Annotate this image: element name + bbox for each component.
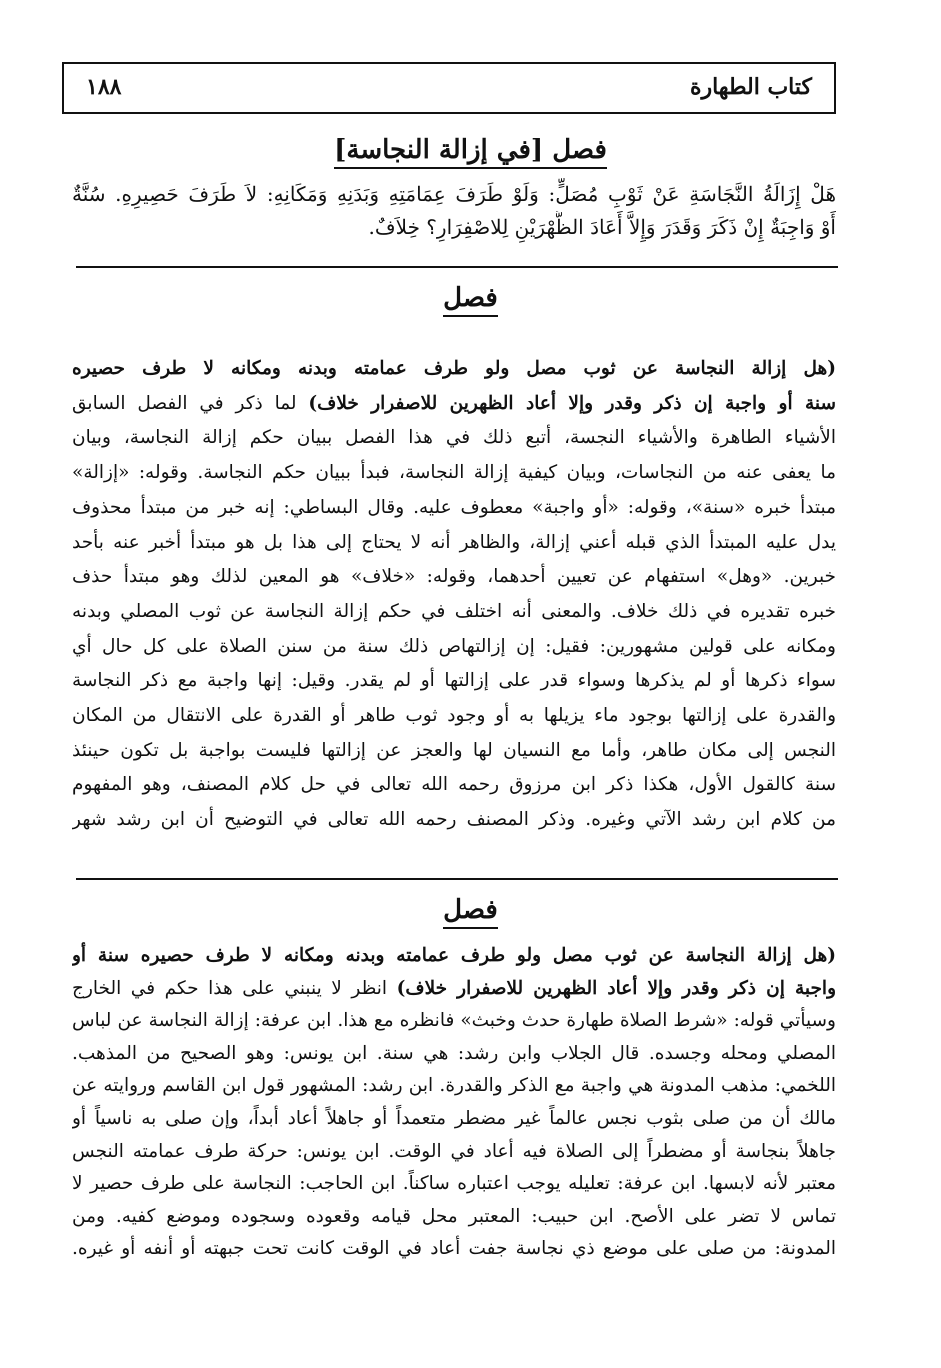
section1-line: من كلام ابن رشد الآتي وغيره. وذكر المصنف رحمه الله تعالى في التوضيح أن ابن رشد شهر (72, 809, 836, 831)
divider (76, 878, 838, 880)
section1-line: مبتدأ خبره «سنة»، وقوله: «أو واجبة» معطوف عليه. وقال البساطي: إنه خبر من مبتدأ محذوف (72, 496, 836, 518)
section2-heading: فصل (0, 895, 941, 925)
section2-line: اللخمي: مذهب المدونة هي واجبة مع الذكر والقدرة. ابن رشد: المشهور قول ابن القاسم وروايته عن (72, 1075, 836, 1097)
page-number: ١٨٨ (86, 74, 122, 100)
section1-line: ما يعفى عنه من النجاسات، وبيان كيفية إزالة النجاسة، فبدأ ببيان حكم النجاسة. وقوله: «إزالة» (72, 462, 836, 484)
section1-line: خبرين. «وهل» استفهام عن تعيين أحدهما، وقوله: «خلاف» هو المعين لذلك وهو مبتدأ حذف (72, 566, 836, 588)
section2-line: معتبر لأنه لابسها. ابن عرفة: تعليله يوجب اعتباره ساكناً. ابن الحاجب: النجاسة على طرف حصير لا (72, 1173, 836, 1195)
section2-quote-line: (هل إزالة النجاسة عن ثوب مصل ولو طرف عمامته وبدنه ومكانه لا طرف حصيره سنة أو (72, 945, 836, 966)
chapter-title: فصل [في إزالة النجاسة] (0, 135, 941, 165)
section1-line: ومكانه على قولين مشهورين: فقيل: إن إزالتهاص ذلك سنة من سنن الصلاة على كل حال أي (72, 635, 836, 657)
section1-quote-line: (هل إزالة النجاسة عن ثوب مصل ولو طرف عمامته وبدنه ومكانه لا طرف حصيره (72, 358, 836, 379)
section1-line: والقدرة على إزالتها بوجود ماء يزيلها به أو وجود ثوب طاهر أو القدرة على الانتقال من المكان (72, 705, 836, 727)
running-header (62, 62, 836, 114)
section2-line: المصلي ومحله وجسده. قال الجلاب وابن رشد: هي سنة. ابن يونس: وهو الصحيح من المذهب. (72, 1042, 836, 1064)
section1-after-quote: لما ذكر في الفصل السابق (72, 392, 309, 414)
section1-line: سواء ذكرها أو لم يذكرها وسواء قدر على إزالتها أو لم يقدر. وقيل: إنها واجبة مع ذكر النجاسة (72, 670, 836, 692)
section2-after-quote: انظر لا ينبني على هذا حكم في الخارج (72, 977, 397, 999)
matn-line: هَلْ إِزَالَةُ النَّجَاسَةِ عَنْ ثَوْبِ مُصَلٍّ: وَلَوْ طَرَفَ عِمَامَتِهِ وَبَدَنِهِ وَمَكَانِهِ: لاَ طَرَفَ حَصِيرِهِ. سُنَّةٌ (72, 182, 836, 206)
section2-quote-end: واجبة إن ذكر وقدر وإلا أعاد الظهرين للاصفرار خلاف) (396, 977, 836, 999)
section1-line: خبره تقديره في ذلك خلاف. والمعنى أنه اختلف في حكم إزالة النجاسة عن ثوب المصلي وبدنه (72, 600, 836, 622)
section2-line: وسيأتي قوله: «شرط الصلاة طهارة حدث وخبث» فانظره مع هذا. ابن عرفة: إزالة النجاسة عن لباس (72, 1010, 836, 1032)
section2-line: جاهلاً بنجاسة أو مضطراً إلى الصلاة فيه أعاد في الوقت. ابن يونس: حركة طرف عمامته النجس (72, 1140, 836, 1162)
section1-line: سنة كالقول الأول، هكذا ذكر ابن مرزوق رحمه الله تعالى في حل كلام المصنف، وهو المفهوم (72, 774, 836, 796)
section1-quote-continuation (72, 387, 836, 422)
section1-commentary (72, 352, 836, 838)
matn-text (72, 178, 836, 244)
section1-line: يدل عليه المبتدأ الذي قبله أعني إزالة، والظاهر أنه لا يحتاج إلى هذا بل هو مبتدأ أخبر عنه بأحد (72, 531, 836, 553)
section2-line: تماس لا تضر على الأصح. ابن حبيب: المعتبر محل قيامه وقعوده وسجوده وموضع كفيه. ومن (72, 1205, 836, 1227)
section2-commentary (72, 940, 836, 1266)
book-title: كتاب الطهارة (689, 74, 812, 100)
section1-quote-end: سنة أو واجبة إن ذكر وقدر وإلا أعاد الظهرين للاصفرار خلاف) (308, 392, 836, 414)
section1-line: الأشياء الطاهرة والأشياء النجسة، أتبع ذلك في هذا الفصل ببيان حكم إزالة النجاسة، وبيان (72, 427, 836, 449)
divider (76, 266, 838, 268)
matn-line: أَوْ وَاجِبَةٌ إِنْ ذَكَرَ وَقَدَرَ وَإِلاَّ أَعَادَ الظُّهْرَيْنِ لِلاصْفِرَارِ؟ خِلاَفٌ. (368, 215, 836, 239)
section2-line: المدونة: من صلى على موضع ذي نجاسة جفت أعاد في الوقت كانت تحت جبهته أو أنفه أو غيره. (72, 1238, 836, 1260)
section1-heading: فصل (0, 283, 941, 313)
section2-quote-continuation (72, 973, 836, 1006)
section1-line: النجس إلى مكان طاهر، وأما مع النسيان لها والعجز عن إزالتها فليست بواجبة بل تكون حينئذ (72, 739, 836, 761)
section2-line: مالك أن من صلى بثوب نجس عالماً غير مضطر متعمداً أو جاهلاً أعاد أبداً، وإن صلى به ناسياً أو (72, 1107, 836, 1129)
